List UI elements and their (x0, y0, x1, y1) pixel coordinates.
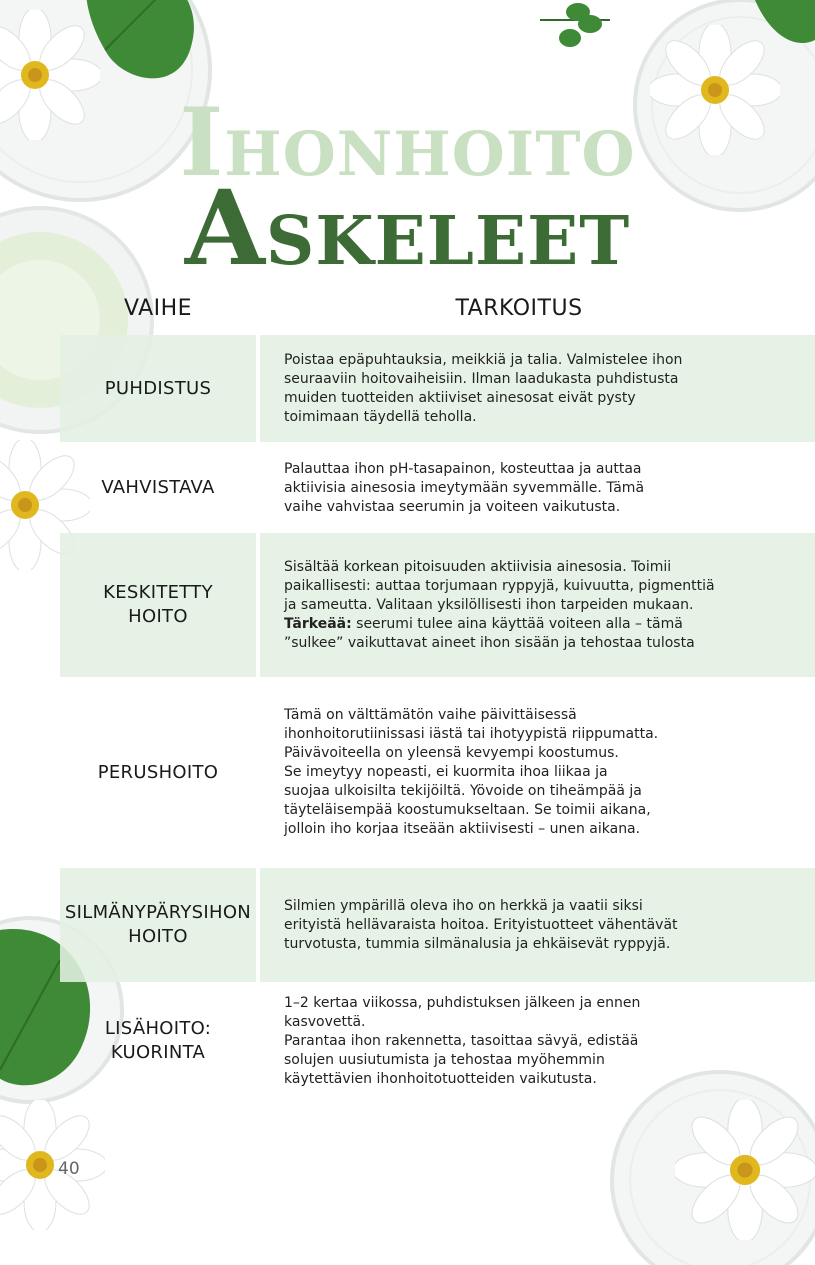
table-row (60, 868, 815, 982)
clover-icon (520, 0, 630, 60)
table-row (60, 680, 815, 865)
step-label: PERUSHOITO (97, 761, 219, 783)
flower-icon (675, 1100, 815, 1240)
table-row (60, 985, 815, 1097)
description-cell: Sisältää korkean pitoisuuden aktiivisia ainesosia. Toimii paikallisesti: auttaa torjumaan ryppyjä, kuivuutta, pigmenttiä ja sameutta. Valitaan yksilöllisesti ihon tarpeiden mukaan. Tärkeää: seerumi tulee aina käyttää voiteen alla – tämä ”sulkee” vaikuttavat aineet ihon sisään ja tehostaa tulosta (260, 533, 815, 677)
step-cell (60, 680, 256, 865)
step-label: PUHDISTUS (104, 377, 212, 399)
leaf-icon (755, 0, 815, 50)
step-cell (60, 533, 256, 677)
step-cell (60, 445, 256, 531)
step-label: KESKITETTY (103, 582, 213, 603)
step-label: VAHVISTAVA (101, 477, 215, 498)
header-step: VAIHE (123, 296, 193, 321)
page-number: 40 (58, 1159, 80, 1179)
description-cell: Silmien ympärillä oleva iho on herkkä ja vaatii siksi erityistä hellävaraista hoitoa. Erityistuotteet vähentävät turvotusta, tummia silmänalusia ja ehkäisevät ryppyjä. (260, 868, 815, 982)
header-purpose: TARKOITUS (455, 296, 583, 321)
step-label: KUORINTA (110, 1042, 206, 1063)
step-label: HOITO (128, 606, 188, 627)
description-cell: Tämä on välttämätön vaihe päivittäisessä ihonhoitorutiinissasi iästä tai ihotyypistä riippumatta. Päivävoiteella on yleensä kevyempi koostumus. Se imeytyy nopeasti, ei kuormita ihoa liikaa ja suojaa ulkoisilta tekijöiltä. Yövoide on tiheämpää ja täyteläisempää koostumukseltaan. Se toimii aikana, jolloin iho korjaa itseään aktiivisesti – unen aikana. (284, 707, 659, 837)
note-label: Tärkeää: (284, 615, 352, 632)
table-row (60, 445, 815, 531)
step-label: HOITO (128, 926, 188, 947)
description-cell: Poistaa epäpuhtauksia, meikkiä ja talia. Valmistelee ihon seuraaviin hoitovaiheisiin. Ilman laadukasta puhdistusta muiden tuotteiden aktiiviset ainesosat eivät pysty toimimaan täydellä teholla. (260, 335, 815, 442)
step-cell (60, 985, 256, 1097)
step-label: LISÄHOITO: (104, 1018, 212, 1039)
step-label: SILMÄNYPÄRYSIHON (64, 902, 252, 923)
description-cell: Palauttaa ihon pH-tasapainon, kosteuttaa ja auttaa aktiivisia ainesosia imeytymään syvemmälle. Tämä vaihe vahvistaa seerumin ja voiteen vaikutusta. (284, 460, 645, 515)
step-cell (60, 335, 256, 442)
title-line-1: IHONHOITO (179, 88, 636, 198)
title-line-2: ASKELEET (184, 168, 631, 289)
table-row (60, 533, 815, 677)
step-cell (60, 868, 256, 982)
table-row (60, 335, 815, 442)
description-cell: 1–2 kertaa viikossa, puhdistuksen jälkeen ja ennen kasvovettä. Parantaa ihon rakennetta, tasoittaa sävyä, edistää solujen uusiutumista ja tehostaa myöhemmin käytettävien ihonhoitotuotteiden vaikutusta. (284, 994, 641, 1087)
